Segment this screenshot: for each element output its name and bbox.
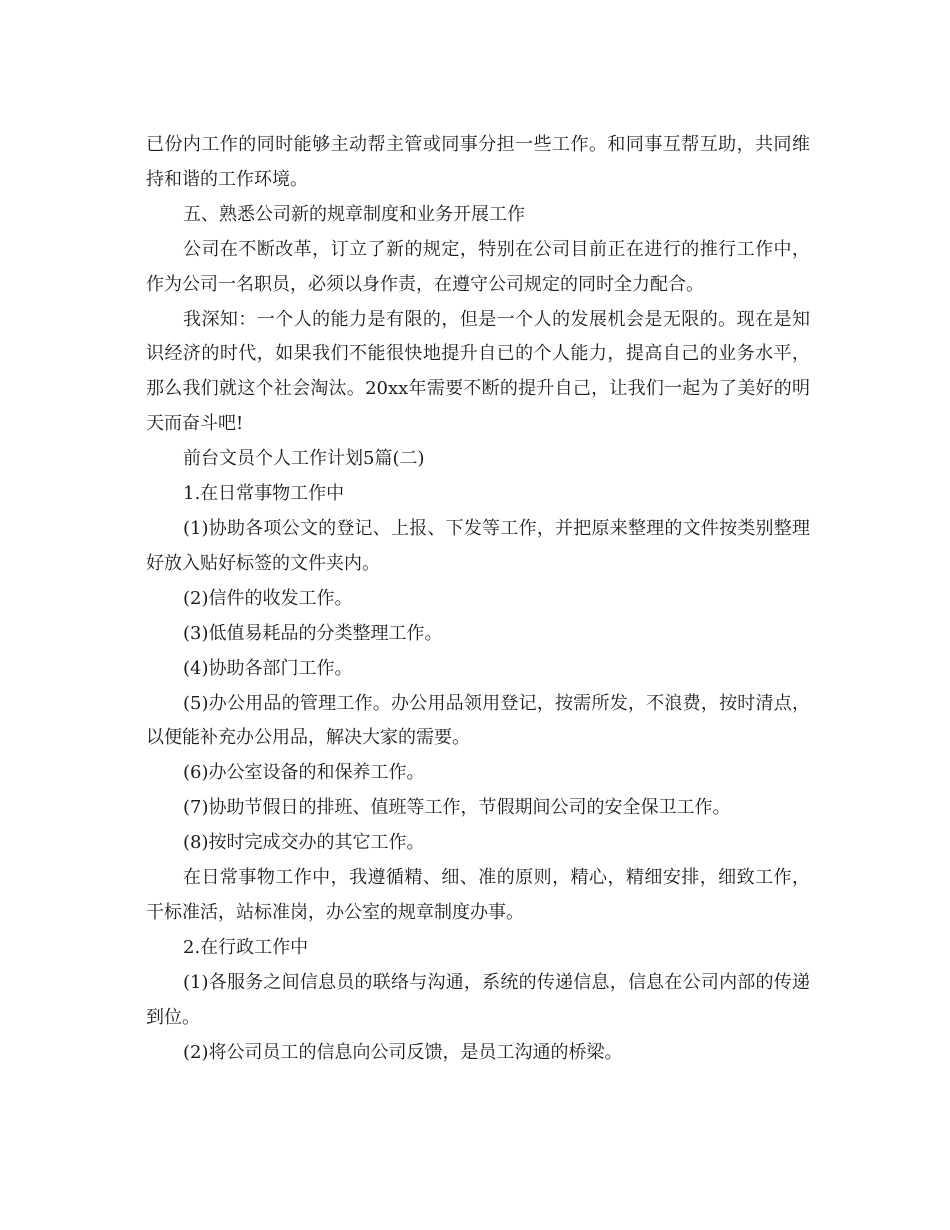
list-item-6: (6)办公室设备的和保养工作。 (183, 762, 425, 784)
list-item-2: (2)信件的收发工作。 (183, 587, 353, 609)
paragraph-3: 我深知：一个人的能力是有限的，但是一个人的发展机会是无限的。现在是知识经济的时代，如果我们不能很快地提升自已的个人能力，提高自己的业务水平，那么我们就这个社会淘汰。20xx年需要不断的提升自己，让我们一起为了美好的明天而奋斗吧! (146, 308, 810, 435)
list-item-5: (5)办公用品的管理工作。办公用品领用登记，按需所发，不浪费，按时清点，以便能补充办公用品，解决大家的需要。 (146, 692, 810, 749)
list-item-1: (1)协助各项公文的登记、上报、下发等工作，并把原来整理的文件按类别整理好放入贴好标签的文件夹内。 (146, 517, 810, 574)
section-heading-2: 2.在行政工作中 (183, 936, 309, 958)
list-item-admin-2: (2)将公司员工的信息向公司反馈，是员工沟通的桥梁。 (183, 1041, 623, 1063)
list-item-8: (8)按时完成交办的其它工作。 (183, 832, 425, 854)
section-heading-5: 五、熟悉公司新的规章制度和业务开展工作 (183, 203, 525, 225)
paragraph-summary: 在日常事物工作中，我遵循精、细、准的原则，精心，精细安排，细致工作，干标准活，站标准岗，办公室的规章制度办事。 (146, 867, 810, 923)
paragraph-1: 已份内工作的同时能够主动帮主管或同事分担一些工作。和同事互帮互助，共同维持和谐的工作环境。 (146, 134, 810, 190)
list-item-7: (7)协助节假日的排班、值班等工作，节假期间公司的安全保卫工作。 (183, 797, 731, 819)
list-item-4: (4)协助各部门工作。 (183, 657, 353, 679)
list-item-3: (3)低值易耗品的分类整理工作。 (183, 622, 443, 644)
article-title: 前台文员个人工作计划5篇(二) (183, 448, 425, 470)
section-heading-1: 1.在日常事物工作中 (183, 483, 345, 505)
document-body (146, 128, 810, 1070)
paragraph-2: 公司在不断改革，订立了新的规定，特别在公司目前正在进行的推行工作中，作为公司一名职员，必须以身作责，在遵守公司规定的同时全力配合。 (146, 238, 810, 295)
list-item-admin-1: (1)各服务之间信息员的联络与沟通，系统的传递信息，信息在公司内部的传递到位。 (146, 971, 810, 1028)
